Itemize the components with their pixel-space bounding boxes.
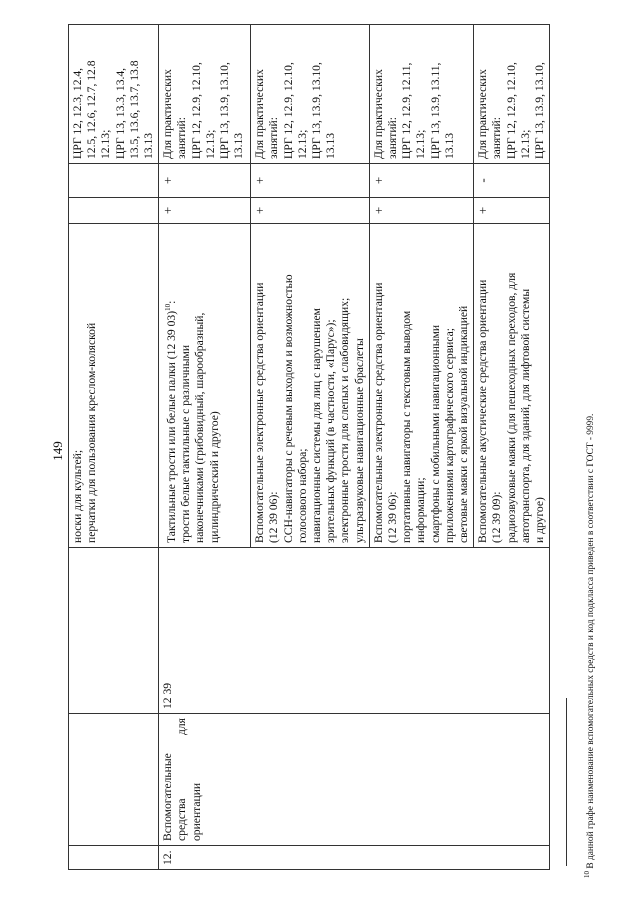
reference-line: ЦРГ 13, 13.3, 13.4,	[113, 67, 127, 159]
reference-line: Для практических	[253, 69, 267, 159]
reference-line: ЦРГ 12, 12.3, 12.4,	[71, 67, 84, 159]
footnote-separator	[566, 698, 567, 866]
reference-line: 12.13;	[295, 129, 309, 159]
reference-line: ЦРГ 13, 13.9, 13.11,	[428, 62, 442, 159]
reference-line: занятий:	[490, 117, 504, 159]
footnote-marker: 10	[164, 303, 173, 311]
mark-cell: -	[474, 164, 550, 198]
reference-cell	[159, 25, 251, 164]
section-number-cell: 12.	[159, 846, 550, 870]
description-line: навигационные системы для лиц с нарушением	[310, 308, 324, 543]
reference-line: занятий:	[386, 117, 400, 159]
description-line: ультразвуковые навигационные браслеты	[352, 338, 366, 543]
mark-cell: +	[251, 198, 370, 224]
reference-line: 12.13;	[99, 129, 113, 159]
description-cell	[474, 224, 550, 548]
section-name-cell: Вспомогательные средства для ориентации	[159, 714, 550, 846]
reference-cell	[474, 25, 550, 164]
mark-cell: +	[369, 164, 473, 198]
orientation-aids-table	[68, 24, 550, 870]
reference-line: Для практических	[371, 69, 385, 159]
description-line: цилиндрический и другое)	[207, 411, 221, 543]
code-cell	[69, 548, 159, 714]
description-line: (12 39 06):	[386, 491, 400, 543]
reference-cell	[69, 25, 159, 164]
description-line: Вспомогательные акустические средства ориентации	[476, 279, 490, 543]
reference-line: 13.13	[232, 132, 246, 159]
description-line: и другое)	[533, 497, 547, 543]
page-number: 149	[50, 441, 65, 461]
description-line: голосового набора;	[295, 448, 309, 543]
reference-line: ЦРГ 13, 13.9, 13.10,	[533, 62, 547, 159]
description-cell	[159, 224, 251, 548]
footnote-text: В данной графе наименование вспомогательных средств и код подкласса приведен в соответствии с ГОСТ - 9999.	[586, 413, 597, 871]
mark-cell: +	[159, 198, 251, 224]
section-code-cell: 12 39	[159, 548, 550, 714]
description-line: ССН-навигаторы с речевым выходом и возможностью	[281, 274, 295, 543]
footnote	[583, 318, 596, 878]
description-line: радиозвуковые маяки (для пешеходных переходов, для	[504, 272, 518, 543]
reference-line: ЦРГ 13, 13.9, 13.10,	[310, 62, 324, 159]
reference-line: 12.5, 12.6, 12.7, 12.8	[85, 60, 99, 159]
footnote-number: 10	[583, 871, 591, 878]
mark-cell: +	[159, 164, 251, 198]
reference-line: ЦРГ 12, 12.9, 12.10,	[281, 62, 295, 159]
reference-line: занятий:	[267, 117, 281, 159]
description-line: (12 39 09):	[490, 491, 504, 543]
description-line: Тактильные трости или белые палки (12 39 03)$^{10}$:	[164, 300, 179, 543]
reference-line: 13.13	[442, 132, 456, 159]
description-line: приложениями картографического сервиса;	[442, 327, 456, 543]
reference-line: ЦРГ 12, 12.9, 12.11,	[400, 62, 414, 159]
description-cell	[369, 224, 473, 548]
mark-cell: +	[251, 164, 370, 198]
description-line: зрительных функций (в частности, «Парус»);	[324, 319, 338, 543]
description-line: перчатки для пользования креслом-коляской	[85, 322, 99, 543]
description-line: электронные трости для слепых и слабовидящих;	[338, 297, 352, 543]
description-line: носки для культей;	[71, 449, 84, 543]
reference-line: 12.13;	[414, 129, 428, 159]
description-line: Вспомогательные электронные средства ориентации	[253, 282, 267, 543]
number-cell	[69, 846, 159, 870]
mark-cell	[69, 164, 159, 198]
reference-line: 12.13;	[203, 129, 217, 159]
mark-cell: +	[474, 198, 550, 224]
description-line: смартфоны с мобильными навигационными	[428, 324, 442, 543]
name-cell	[69, 714, 159, 846]
reference-line: ЦРГ 12, 12.9, 12.10,	[189, 62, 203, 159]
description-line: наконечниками (грибовидный, шарообразный,	[193, 312, 207, 543]
description-line: трости белые тактильные с различными	[179, 344, 193, 543]
table-row	[159, 25, 251, 870]
description-line: портативные навигаторы с текстовым выводом	[400, 310, 414, 543]
reference-line: 13.13	[324, 132, 338, 159]
description-line: световые маяки с яркой визуальной индикацией	[457, 305, 471, 543]
reference-cell	[369, 25, 473, 164]
description-cell	[251, 224, 370, 548]
rotated-page-content	[68, 25, 558, 870]
reference-line: занятий:	[175, 117, 189, 159]
reference-cell	[251, 25, 370, 164]
mark-cell	[69, 198, 159, 224]
reference-line: Для практических	[161, 69, 175, 159]
reference-line: ЦРГ 12, 12.9, 12.10,	[504, 62, 518, 159]
reference-line: 13.5, 13.6, 13.7, 13.8	[127, 60, 141, 159]
description-line: (12 39 06):	[267, 491, 281, 543]
reference-line: 12.13;	[518, 129, 532, 159]
description-line: автотранспорта, для зданий, для лифтовой системы	[518, 288, 532, 543]
description-line: Вспомогательные электронные средства ориентации	[371, 282, 385, 543]
description-line: информации;	[414, 477, 428, 543]
reference-line: 13.13	[142, 132, 156, 159]
reference-line: Для практических	[476, 69, 490, 159]
table-row	[69, 25, 159, 870]
description-cell	[69, 224, 159, 548]
mark-cell: +	[369, 198, 473, 224]
reference-line: ЦРГ 13, 13.9, 13.10,	[218, 62, 232, 159]
